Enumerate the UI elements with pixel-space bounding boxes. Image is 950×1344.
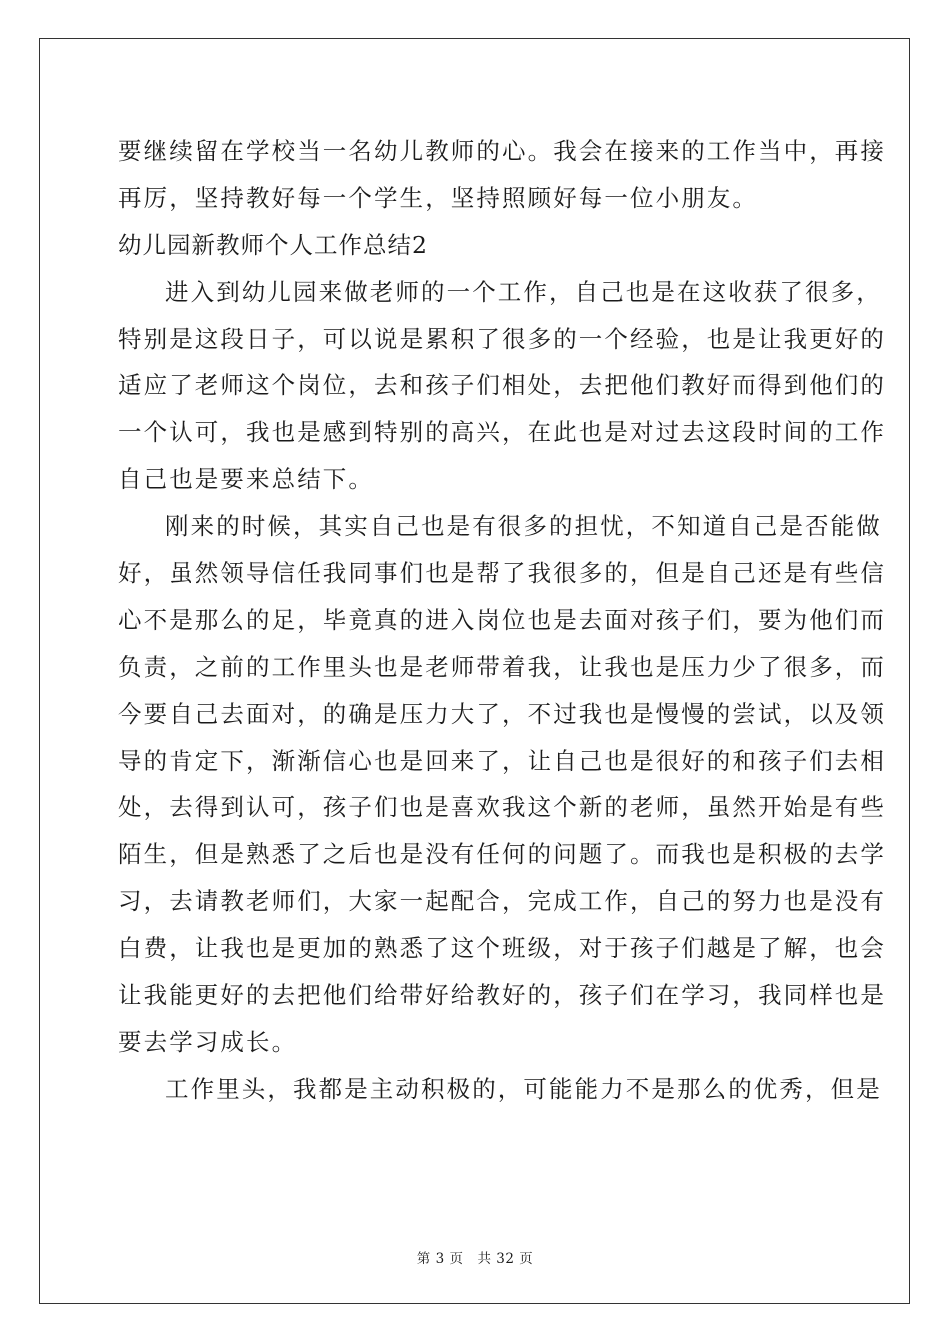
body-line: 一个认可，我也是感到特别的高兴，在此也是对过去这段时间的工作 [118,418,886,447]
body-line: 负责，之前的工作里头也是老师带着我，让我也是压力少了很多，而 [118,652,886,681]
paragraph-first-line: 刚来的时候，其实自己也是有很多的担忧，不知道自己是否能做 [165,512,882,541]
body-line: 白费，让我也是更加的熟悉了这个班级，对于孩子们越是了解，也会 [118,934,886,963]
body-line: 特别是这段日子，可以说是累积了很多的一个经验，也是让我更好的 [118,324,886,353]
body-line: 心不是那么的足，毕竟真的进入岗位也是去面对孩子们，要为他们而 [118,605,886,634]
body-line: 让我能更好的去把他们给带好给教好的，孩子们在学习，我同样也是 [118,981,886,1010]
page-footer [0,1247,950,1267]
body-line: 适应了老师这个岗位，去和孩子们相处，去把他们教好而得到他们的 [118,371,886,400]
page-total: 共 32 页 [477,1251,534,1267]
section-heading: 幼儿园新教师个人工作总结2 [118,230,428,259]
body-line: 要去学习成长。 [118,1027,298,1056]
body-line: 处，去得到认可，孩子们也是喜欢我这个新的老师，虽然开始是有些 [118,793,886,822]
paragraph-first-line: 进入到幼儿园来做老师的一个工作，自己也是在这收获了很多， [165,277,882,306]
body-line: 要继续留在学校当一名幼儿教师的心。我会在接来的工作当中，再接 [118,137,886,165]
body-line: 导的肯定下，渐渐信心也是回来了，让自己也是很好的和孩子们去相 [118,746,886,775]
body-line: 再厉，坚持教好每一个学生，坚持照顾好每一位小朋友。 [118,183,758,212]
body-line: 陌生，但是熟悉了之后也是没有任何的问题了。而我也是积极的去学 [118,840,886,869]
body-line: 自己也是要来总结下。 [118,465,374,494]
body-line: 好，虽然领导信任我同事们也是帮了我很多的，但是自己还是有些信 [118,559,886,588]
page-number: 第 3 页 [416,1251,464,1267]
body-line: 今要自己去面对，的确是压力大了，不过我也是慢慢的尝试，以及领 [118,699,886,728]
body-line: 习，去请教老师们，大家一起配合，完成工作，自己的努力也是没有 [118,887,886,916]
paragraph-first-line: 工作里头，我都是主动积极的，可能能力不是那么的优秀，但是 [165,1074,882,1103]
document-body [118,128,886,1113]
